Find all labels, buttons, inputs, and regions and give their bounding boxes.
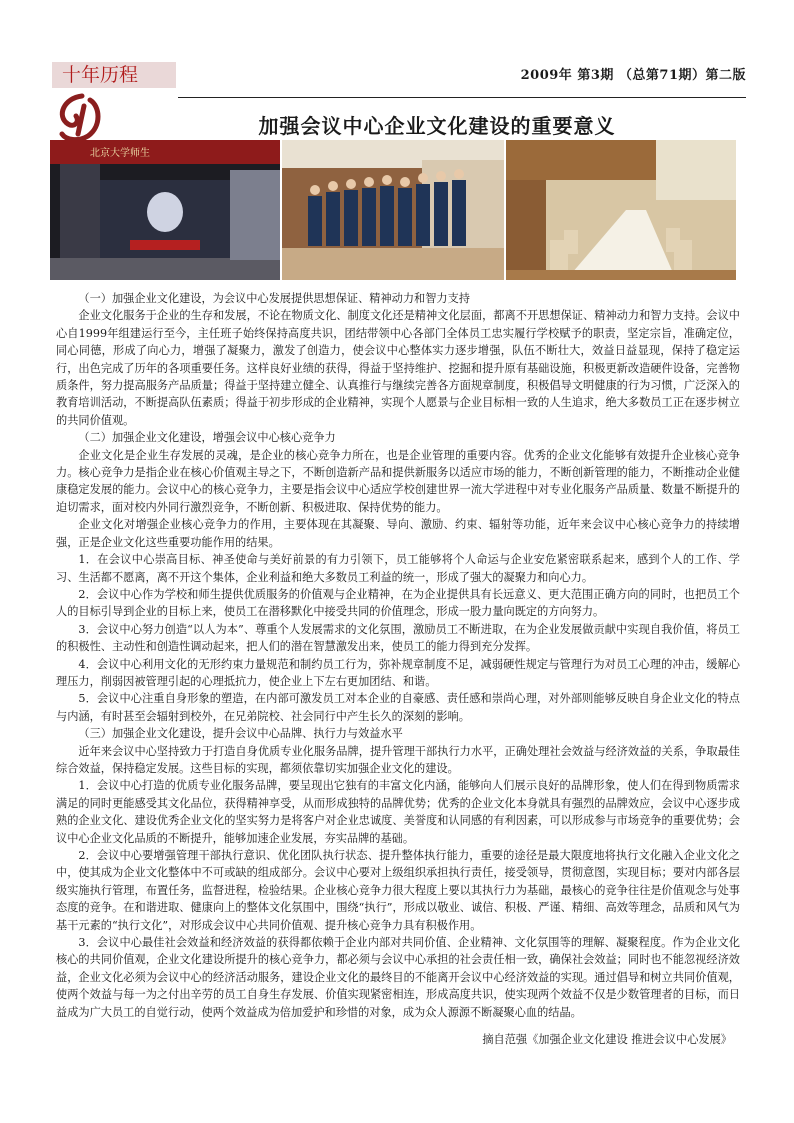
section-heading: （一）加强企业文化建设，为会议中心发展提供思想保证、精神动力和智力支持	[78, 292, 470, 305]
paragraph: 3．会议中心最佳社会效益和经济效益的获得都依赖于企业内部对共同价值、企业精神、文化氛围等的理解、凝聚程度。作为企业文化核心的共同价值观，企业文化建设所提升的核心竞争力，都必须与会议中心承担的社会责任相一致，确保社会效益；同时也不能忽视经济效益，企业文化必须为会议中心的经济活动服务，建设企业文化的最终目的不能离开会议中心经济效益的实现。通过倡导和树立共同价值观，使两个效益与每一为之付出辛劳的员工自身生存发展、价值实现紧密相连，形成高度共识，使实现两个效益不仅是少数管理者的目标，而日益成为广大员工的自觉行动，使两个效益成为倍加爱护和珍惜的对象，成为众人源源不断凝聚心血的结晶。	[56, 936, 740, 1019]
section-heading: （三）加强企业文化建设，提升会议中心品牌、执行力与效益水平	[78, 727, 403, 741]
section-tag: 十年历程	[52, 62, 176, 88]
paragraph: 企业文化是企业生存发展的灵魂，是企业的核心竞争力所在，也是企业管理的重要内容。优秀的企业文化能够有效提升企业核心竞争力。核心竞争力是指企业在核心价值观主导之下，不断创造新产品和提供新服务以适应市场的能力，不断创新管理的能力，不断推动企业健康稳定发展的能力。会议中心的核心竞争力，主要是指会议中心适应学校创建世界一流大学进程中对专业化服务产品质量、数量不断提升的迫切需求，面对校内外同行激烈竞争，不断创新、积极进取、保持优势的能力。	[56, 448, 740, 514]
paragraph: 5．会议中心注重自身形象的塑造，在内部可激发员工对本企业的自豪感、责任感和崇尚心理，对外部则能够反映自身企业文化的特点与内涵，有时甚至会辐射到校外，在兄弟院校、社会同行中产生长久的深刻的影响。	[56, 692, 740, 723]
photo-staff	[282, 140, 504, 280]
paragraph: 2．会议中心作为学校和师生提供优质服务的价值观与企业精神，在为企业提供具有长远意义、更大范围正确方向的同时，也把员工个人的目标引导到企业的目标上来，使员工在潜移默化中接受共同的价值理念，形成一股力量向既定的方向努力。	[56, 587, 740, 619]
photo-auditorium	[50, 140, 280, 280]
paragraph: 企业文化对增强企业核心竞争力的作用，主要体现在其凝聚、导向、激励、约束、辐射等功能，近年来会议中心核心竞争力的持续增强，正是企业文化这些重要功能作用的结果。	[56, 518, 740, 549]
paragraph: 4．会议中心利用文化的无形约束力量规范和制约员工行为，弥补规章制度不足，减弱硬性规定与管理行为对员工心理的冲击，缓解心理压力，削弱因被管理引起的心理抵抗力，使企业上下左右更加团结、和谐。	[56, 657, 740, 688]
article-body	[56, 290, 740, 1048]
article-title: 加强会议中心企业文化建设的重要意义	[258, 114, 616, 138]
photo-banquet	[506, 140, 736, 280]
paragraph: 3．会议中心努力创造“以人为本”、尊重个人发展需求的文化氛围，激励员工不断进取，在为企业发展做贡献中实现自我价值，将员工的积极性、主动性和创造性调动起来，把人们的潜在智慧激发出来，使员工的能力得到充分发挥。	[56, 622, 740, 654]
paragraph: 2．会议中心要增强管理干部执行意识、优化团队执行状态、提升整体执行能力，重要的途径是最大限度地将执行文化融入企业文化之中，使其成为企业文化整体中不可或缺的组成部分。会议中心要对上级组织承担执行责任，接受领导，贯彻意图，实现目标；要对内部各层级实施执行管理，布置任务，监督进程，检验结果。企业核心竞争力很大程度上要以其执行力为基础，最核心的竞争往往是价值观念与处事态度的竞争。在和谐进取、健康向上的整体文化氛围中，围绕“执行”，形成以敬业、诚信、积极、严谨、精细、高效等理念，品质和风气为基干元素的“执行文化”，对形成会议中心共同价值观、提升核心竞争力具有积极作用。	[56, 849, 740, 932]
paragraph: 企业文化服务于企业的生存和发展，不论在物质文化、制度文化还是精神文化层面，都离不开思想保证、精神动力和智力支持。会议中心自1999年组建运行至今，主任班子始终保持高度共识，团结带领中心各部门全体员工忠实履行学校赋予的职责，坚定宗旨，准确定位，同心同德，形成了向心力，增强了凝聚力，激发了创造力，使会议中心整体实力逐步增强，队伍不断壮大，效益日益显现，保持了稳定运行，出色完成了历年的各项重要任务。这样良好业绩的获得，得益于坚持维护、挖掘和提升原有基础设施，积极更新改造硬件设备，完善物质条件，努力提高服务产品质量；得益于坚持建立健全、认真推行与继续完善各方面规章制度，积极倡导文明健康的行为习惯，广泛深入的教育培训活动，不断提高队伍素质；得益于初步形成的企业精神，实现个人愿景与企业目标相一致的人生追求，绝大多数员工正在逐步树立的共同价值观。	[56, 309, 740, 427]
header-rule	[178, 97, 746, 98]
section-heading: （二）加强企业文化建设，增强会议中心核心竞争力	[78, 431, 336, 445]
paragraph: 1．在会议中心崇高目标、神圣使命与美好前景的有力引领下，员工能够将个人命运与企业安危紧密联系起来，感到个人的工作、学习、生活都不愿离，离不开这个集体，企业利益和绝大多数员工利益的统一，形成了强大的凝聚力和向心力。	[56, 553, 740, 584]
source-citation: 摘自范强《加强企业文化建设 推进会议中心发展》	[482, 1033, 732, 1047]
auditorium-banner: 北京大学师生	[90, 148, 150, 159]
photo-strip	[50, 140, 736, 280]
paragraph: 近年来会议中心坚持致力于打造自身优质专业化服务品牌，提升管理干部执行力水平，正确处理社会效益与经济效益的关系，争取最佳综合效益，保持稳定发展。这些目标的实现，都须依靠切实加强企业文化的建设。	[56, 744, 740, 775]
paragraph: 1．会议中心打造的优质专业化服务品牌，要呈现出它独有的丰富文化内涵，能够向人们展示良好的品牌形象，使人们在得到物质需求满足的同时更能感受其文化品位，获得精神享受，从而形成独特的品牌优势；优秀的企业文化本身就具有强烈的品牌效应，会议中心逐步成熟的企业文化、建设优秀企业文化的坚实努力是将客户对企业忠诚度、美誉度和认同感的有利因素，可以形成参与市场竞争的重要优势；会议中心企业文化品质的不断提升，能够加速企业发展，夯实品牌的基础。	[56, 779, 740, 845]
issue-info: 2009年 第3期 （总第71期）第二版	[520, 68, 746, 83]
